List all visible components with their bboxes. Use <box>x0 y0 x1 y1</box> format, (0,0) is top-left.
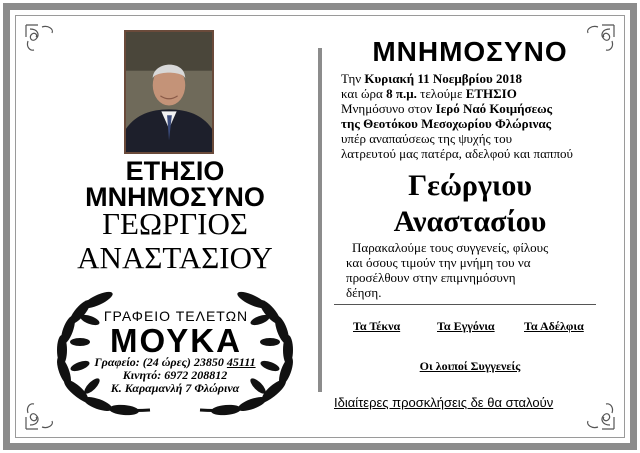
announcement-line5: υπέρ αναπαύσεως της ψυχής του <box>341 131 513 146</box>
office-mobile: Κινητό: 6972 208812 <box>122 368 228 382</box>
deceased-last-name: Αναστασίου <box>393 205 547 238</box>
line2-time: 8 π.μ. <box>386 86 417 101</box>
line2-type: ΕΤΗΣΙΟ <box>465 86 517 101</box>
left-name-last: ΑΝΑΣΤΑΣΙΟΥ <box>77 240 273 275</box>
deceased-first-name: Γεώργιου <box>408 169 532 202</box>
signature-other-relatives: Οι λοιποί Συγγενείς <box>419 359 521 373</box>
line3-church: Ιερό Ναό Κοιμήσεως <box>435 101 553 116</box>
invitation-line4: δέηση. <box>346 285 382 300</box>
announcement-line1 <box>341 71 611 86</box>
funeral-office-label: ΓΡΑΦΕΙΟ ΤΕΛΕΤΩΝ <box>103 308 249 324</box>
announcement-line6: λατρευτού μας πατέρα, αδελφού και παππού <box>341 146 573 161</box>
office-phone-suffix: 45111 <box>226 355 256 369</box>
announcement-line3 <box>341 101 611 116</box>
left-name-first: ΓΕΩΡΓΙΟΣ <box>102 206 248 241</box>
line3-pre: Μνημόσυνο στον <box>341 101 436 116</box>
left-title-line2: ΜΝΗΜΟΣΥΝΟ <box>85 182 265 212</box>
footer-note: Ιδιαίτερες προσκλήσεις δε θα σταλούν <box>334 395 554 410</box>
office-phone-prefix: Γραφείο: (24 ώρες) 23850 <box>94 355 227 369</box>
office-address: Κ. Καραμανλή 7 Φλώρινα <box>110 381 240 395</box>
line2-pre: και ώρα <box>341 86 387 101</box>
announcement-line4 <box>341 116 611 131</box>
invitation-line1: Παρακαλούμε τους συγγενείς, φίλους <box>352 240 549 255</box>
memorial-title: ΜΝΗΜΟΣΥΝΟ <box>372 36 568 67</box>
separator-line <box>334 304 596 305</box>
invitation-line3: προσέλθουν στην επιμνημόσυνη <box>346 270 516 285</box>
line1-pre: Την <box>341 71 365 86</box>
corner-ornament-icon <box>24 23 58 53</box>
signature-siblings: Τα Αδέλφια <box>524 319 584 333</box>
left-title-line1: ΕΤΗΣΙΟ <box>125 156 225 186</box>
signature-children: Τα Τέκνα <box>353 319 401 333</box>
funeral-office-name: ΜΟΥΚΑ <box>110 322 242 359</box>
invitation-line2: και όσους τιμούν την μνήμη του να <box>346 255 531 270</box>
line4-location: της Θεοτόκου Μεσοχωρίου Φλώρινας <box>341 116 552 131</box>
line1-date: Κυριακή 11 Νοεμβρίου 2018 <box>364 71 523 86</box>
signature-grandchildren: Τα Εγγόνια <box>437 319 495 333</box>
portrait-photo <box>124 30 214 154</box>
announcement-line2 <box>341 86 611 101</box>
line2-mid: τελούμε <box>416 86 466 101</box>
